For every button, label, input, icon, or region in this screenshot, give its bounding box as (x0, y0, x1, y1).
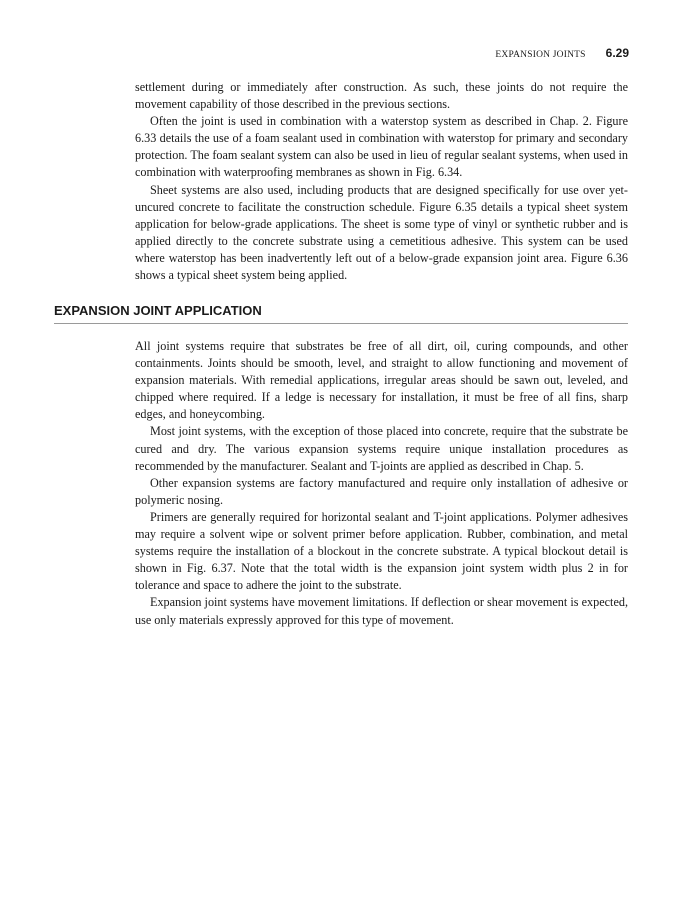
paragraph-factory-systems: Other expansion systems are factory manufactured and require only installation of adhesive or polymeric nosing. (135, 475, 628, 507)
running-head (495, 46, 629, 60)
paragraph-continued: settlement during or immediately after construction. As such, these joints do not require the movement capability of those described in the previous sections. (135, 80, 628, 112)
section-heading: EXPANSION JOINT APPLICATION (54, 303, 628, 324)
paragraph-movement-limits: Expansion joint systems have movement limitations. If deflection or shear movement is expected, use only materials expressly approved for this type of movement. (135, 595, 628, 627)
top-text-block (135, 79, 628, 284)
section-text-block (135, 338, 628, 629)
paragraph-primers: Primers are generally required for horizontal sealant and T-joint applications. Polymer adhesives may require a solvent wipe or solvent primer before application. Rubber, combination, and metal systems require the installation of a blockout in the concrete substrate. A typical blockout detail is shown in Fig. 6.37. Note that the total width is the expansion joint system width plus 2 in for tolerance and space to adhere the joint to the substrate. (135, 509, 628, 593)
paragraph-sheet-systems: Sheet systems are also used, including products that are designed specifically for use over yet-uncured concrete to facilitate the construction schedule. Figure 6.35 details a typical sheet system application for below-grade applications. The sheet is some type of vinyl or synthetic rubber and is applied directly to the concrete substrate using a cemetitious adhesive. This system can be used where waterstop has been inadvertently left out of a below-grade expansion joint area. Figure 6.36 shows a typical sheet system being applied. (135, 182, 628, 283)
running-title: EXPANSION JOINTS (495, 50, 586, 60)
paragraph-substrate-prep: All joint systems require that substrates be free of all dirt, oil, curing compounds, and other containments. Joints should be smooth, level, and straight to allow functioning and movement of expansion materials. With remedial applications, irregular areas should be sawn out, leveled, and chipped where required. If a ledge is necessary for installation, it must be free of all fins, sharp edges, and honeycombing. (135, 339, 628, 422)
paragraph-waterstop: Often the joint is used in combination with a waterstop system as described in Chap. 2. Figure 6.33 details the use of a foam sealant used in combination with waterstop for primary and secondary protection. The foam sealant system can also be used in lieu of regular sealant systems, when used in combination with waterproofing membranes as shown in Fig. 6.34. (135, 114, 628, 180)
page-number: 6.29 (605, 46, 629, 60)
paragraph-cured-dry: Most joint systems, with the exception of those placed into concrete, require that the substrate be cured and dry. The various expansion systems require unique installation procedures as recommended by the manufacturer. Sealant and T-joints are applied as described in Chap. 5. (135, 424, 628, 473)
